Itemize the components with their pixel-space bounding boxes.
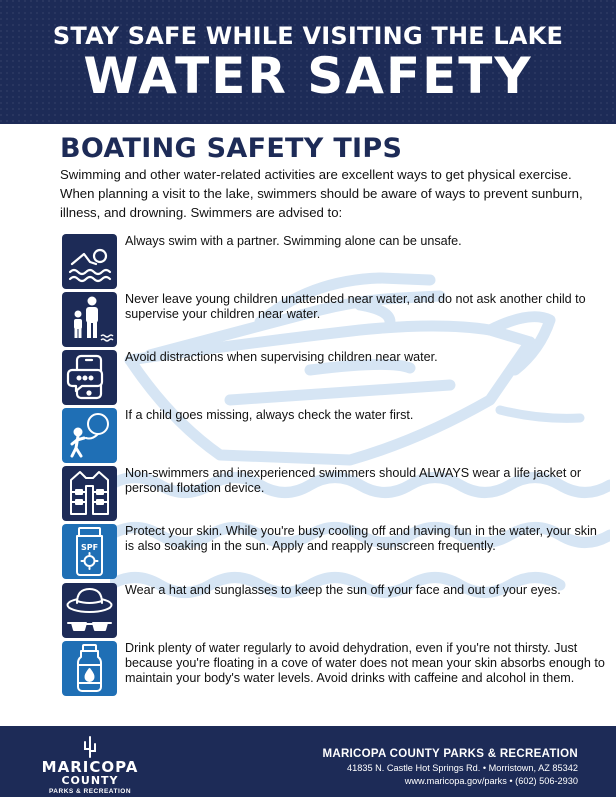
tip-text: If a child goes missing, always check the water first. — [125, 408, 414, 422]
spf-label: SPF — [80, 543, 99, 552]
address: 41835 N. Castle Hot Springs Rd. • Morristown, AZ 85342 — [347, 763, 578, 773]
logo-line-2: COUNTY — [61, 774, 119, 787]
tip-item — [62, 466, 602, 526]
tip-text: Always swim with a partner. Swimming alone can be unsafe. — [125, 234, 462, 248]
tip-text: Avoid distractions when supervising children near water. — [125, 350, 438, 364]
tip-item — [62, 292, 602, 352]
tip-text: Never leave young children unattended near water, and do not ask another child to supervise your children near water. — [125, 292, 586, 321]
tip-text: Non-swimmers and inexperienced swimmers should ALWAYS wear a life jacket or personal flotation device. — [125, 466, 582, 495]
saguaro-cactus-icon — [82, 736, 98, 758]
logo-line-3: PARKS & RECREATION — [48, 788, 132, 795]
hat-sunglasses-icon — [62, 583, 117, 638]
sunscreen-icon — [62, 524, 117, 579]
contact-block — [322, 748, 578, 786]
website-phone: www.maricopa.gov/parks • (602) 506-2930 — [404, 776, 578, 786]
footer — [0, 726, 616, 797]
header-subtitle: STAY SAFE WHILE VISITING THE LAKE — [52, 22, 564, 50]
tip-text: Protect your skin. While you're busy cooling off and having fun in the water, your skin is also soaking in the sun. Apply and reapply sunscreen frequently. — [125, 524, 597, 553]
header-title: WATER SAFETY — [83, 47, 533, 105]
water-bottle-icon — [62, 641, 117, 696]
tip-item — [62, 234, 602, 294]
section-title: BOATING SAFETY TIPS — [60, 133, 403, 164]
tip-text: Wear a hat and sunglasses to keep the sun off your face and out of your eyes. — [125, 583, 561, 597]
intro-paragraph: Swimming and other water-related activities are excellent ways to get physical exercise. When planning a visit to the lake, swimmers should be aware of ways to prevent sunburn, illness, and drowning. Swimmers are advised to: — [60, 167, 583, 220]
tip-item — [62, 408, 602, 468]
tip-item — [62, 350, 602, 410]
tip-item — [62, 641, 605, 701]
tip-item — [62, 583, 602, 643]
tip-item — [62, 524, 602, 584]
life-jacket-icon — [62, 466, 117, 521]
logo-line-1: MARICOPA — [41, 758, 139, 776]
child-balloon-icon — [62, 408, 117, 463]
phone-distraction-icon — [62, 350, 117, 405]
swimmer-icon — [62, 234, 117, 289]
adult-child-icon — [62, 292, 117, 347]
tip-text: Drink plenty of water regularly to avoid dehydration, even if you're not thirsty. Just because you're floating in a cove of water does not mean your skin absorbs enough to maintain your body's water levels. Avoid drinks with caffeine and alcohol in them. — [125, 641, 605, 685]
maricopa-county-logo — [40, 736, 140, 795]
header-banner — [0, 0, 616, 124]
organization-name: MARICOPA COUNTY PARKS & RECREATION — [322, 748, 578, 760]
